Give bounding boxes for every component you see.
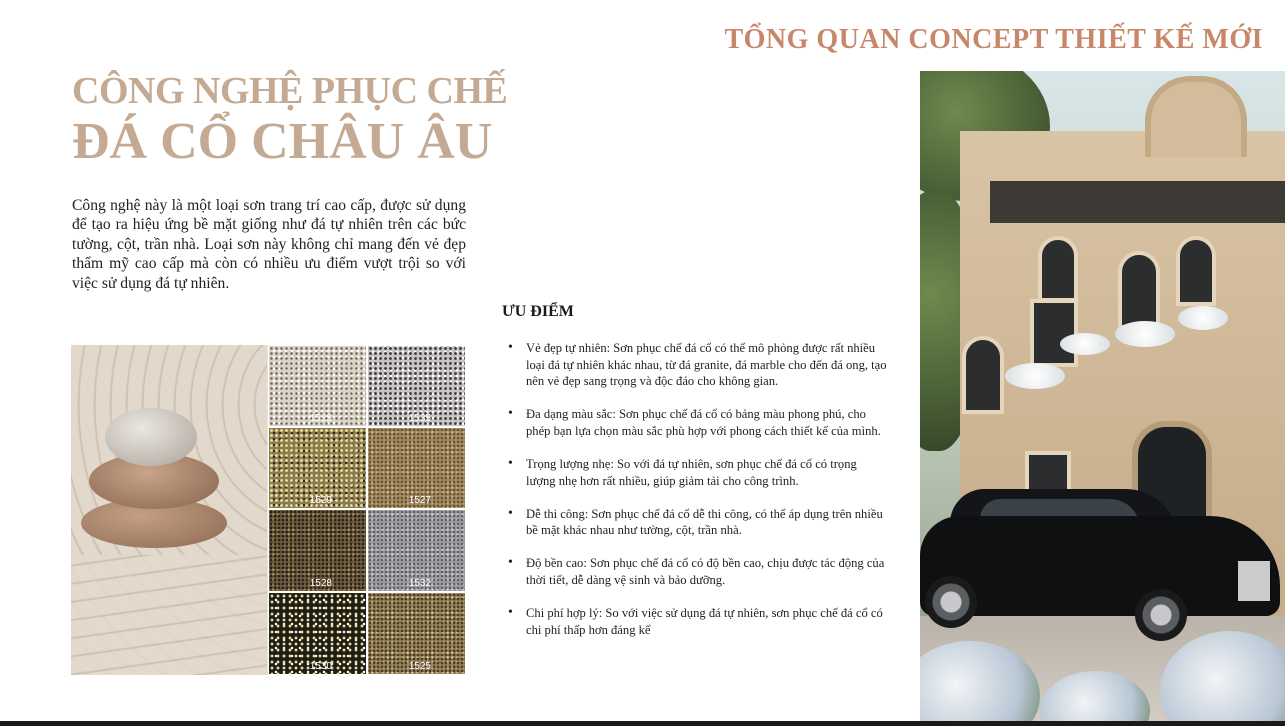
swatch-code: 1527	[408, 495, 431, 506]
page-title	[72, 72, 507, 168]
car-grille	[1238, 561, 1270, 601]
advantages-list	[508, 340, 888, 655]
zen-sand-photo	[71, 345, 267, 675]
list-item: • Độ bền cao: Sơn phục chế đá cổ có độ bền cao, chịu được tác động của thời tiết, dễ dàng vệ sinh và bảo dưỡng.	[508, 555, 888, 588]
swatch-code: 1523	[309, 413, 332, 424]
list-item: • Đa dạng màu sắc: Sơn phục chế đá cổ có bảng màu phong phú, cho phép bạn lựa chọn màu sắc phù hợp với phong cách thiết kế của mình.	[508, 406, 888, 439]
flower-box	[1115, 321, 1175, 347]
advantages-heading: ƯU ĐIỂM	[502, 303, 574, 320]
car-wheel	[925, 576, 977, 628]
flower-box	[1178, 306, 1228, 330]
window	[1118, 251, 1160, 329]
flower-box	[1005, 363, 1065, 389]
villa-roof	[990, 181, 1285, 223]
title-line-2: ĐÁ CỔ CHÂU ÂU	[72, 113, 493, 170]
swatch-code: 1528	[309, 578, 332, 589]
texture-swatch	[367, 592, 466, 675]
car-wheel	[1135, 589, 1187, 641]
swatch-code: 1529	[309, 495, 332, 506]
villa-pediment	[1145, 76, 1247, 157]
stacked-stone-top	[105, 408, 197, 466]
window	[1176, 236, 1216, 306]
texture-swatch	[268, 345, 367, 427]
swatch-code: 1535	[408, 413, 431, 424]
list-item: • Vẻ đẹp tự nhiên: Sơn phục chế đá cổ có thể mô phỏng được rất nhiều loại đá tự nhiên khác nhau, từ đá granite, đá marble cho đến đá ong, tạo nên vẻ đẹp sang trọng và độc đáo cho không gian.	[508, 340, 888, 390]
list-item: • Trọng lượng nhẹ: So với đá tự nhiên, sơn phục chế đá cổ có trọng lượng nhẹ hơn rất nhiều, giúp giảm tải cho công trình.	[508, 456, 888, 489]
texture-swatch	[367, 509, 466, 592]
flower-box	[1060, 333, 1110, 355]
stone-samples-image	[71, 345, 466, 675]
window	[1030, 299, 1078, 367]
swatch-code: 1532	[408, 578, 431, 589]
window	[1038, 236, 1078, 302]
slide-header-title: TỔNG QUAN CONCEPT THIẾT KẾ MỚI	[724, 24, 1263, 55]
texture-swatch	[268, 592, 367, 675]
texture-swatch	[367, 427, 466, 509]
texture-swatch	[268, 509, 367, 592]
texture-swatch	[268, 427, 367, 509]
window	[962, 336, 1004, 414]
swatch-code: 1525	[408, 661, 431, 672]
texture-swatch	[367, 345, 466, 427]
list-item: • Dễ thi công: Sơn phục chế đá cổ dễ thi công, có thể áp dụng trên nhiều bề mặt khác nhau như tường, cột, trần nhà.	[508, 506, 888, 539]
intro-paragraph: Công nghệ này là một loại sơn trang trí cao cấp, được sử dụng để tạo ra hiệu ứng bề mặt giống như đá tự nhiên trên các bức tường, cột, trần nhà. Loại sơn này không chỉ mang đến vẻ đẹp thẩm mỹ cao cấp mà còn có nhiều ưu điểm vượt trội so với việc sử dụng đá tự nhiên.	[72, 197, 466, 292]
texture-swatch-grid	[268, 345, 466, 675]
bottom-divider	[0, 721, 1285, 726]
title-line-1: CÔNG NGHỆ PHỤC CHẾ	[72, 70, 508, 112]
swatch-code: 1530	[309, 661, 332, 672]
sand-ripples	[71, 555, 267, 675]
list-item: • Chi phí hợp lý: So với việc sử dụng đá tự nhiên, sơn phục chế đá cổ có chi phí thấp hơn đáng kể	[508, 605, 888, 638]
villa-photo	[920, 71, 1285, 726]
